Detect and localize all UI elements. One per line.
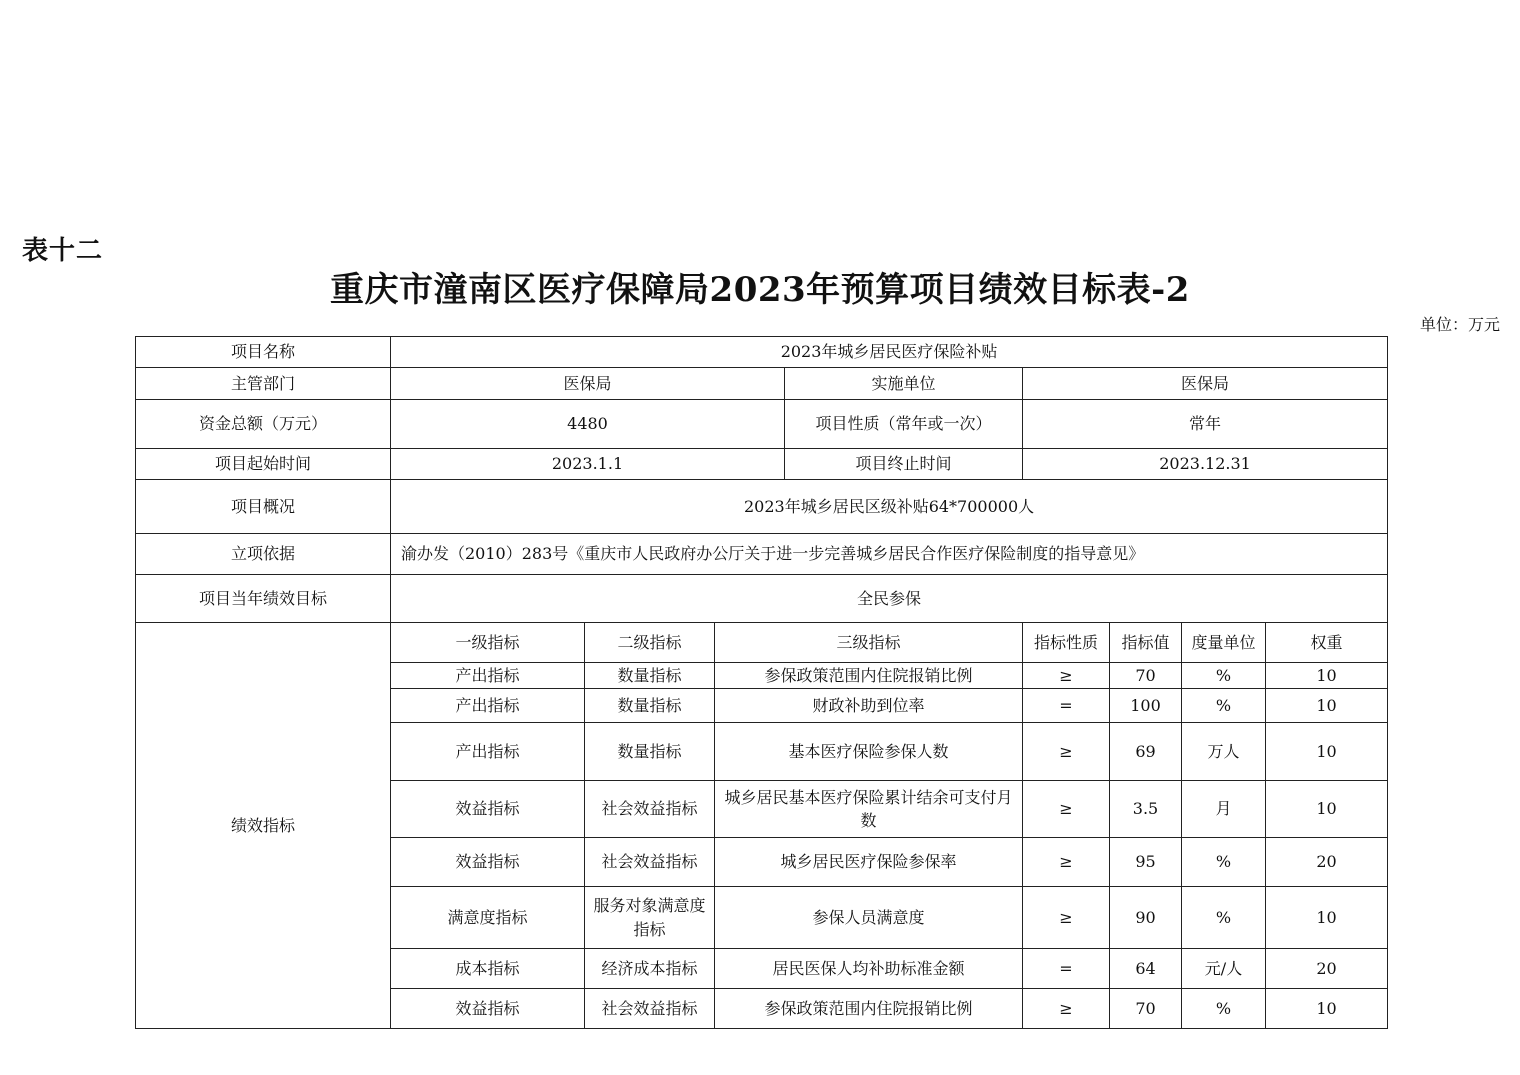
basis-value: 渝办发（2010）283号《重庆市人民政府办公厅关于进一步完善城乡居民合作医疗保险制度的指导意见》 — [391, 534, 1388, 575]
dept-value: 医保局 — [391, 368, 785, 400]
row-level1: 成本指标 — [391, 949, 585, 989]
row-unit: % — [1182, 887, 1266, 949]
row-level3: 基本医疗保险参保人数 — [715, 723, 1023, 781]
row-value: 90 — [1110, 887, 1182, 949]
row-weight: 10 — [1266, 663, 1388, 689]
row-level3: 城乡居民基本医疗保险累计结余可支付月数 — [715, 781, 1023, 838]
table-number-label: 表十二 — [22, 236, 104, 266]
row-nature: ≥ — [1023, 723, 1110, 781]
basis-label: 立项依据 — [136, 534, 391, 575]
row-unit: % — [1182, 838, 1266, 887]
impl-unit-value: 医保局 — [1023, 368, 1388, 400]
dept-label: 主管部门 — [136, 368, 391, 400]
unit-note: 单位：万元 — [1419, 315, 1500, 334]
row-nature: ≥ — [1023, 838, 1110, 887]
indicators-section-label: 绩效指标 — [136, 623, 391, 1029]
row-unit: % — [1182, 663, 1266, 689]
indicator-header-row — [136, 623, 1388, 663]
funds-row — [136, 400, 1388, 449]
project-name-value: 2023年城乡居民医疗保险补贴 — [391, 337, 1388, 368]
total-funds-label: 资金总额（万元） — [136, 400, 391, 449]
row-nature: ≥ — [1023, 663, 1110, 689]
end-time-label: 项目终止时间 — [785, 449, 1023, 480]
row-value: 69 — [1110, 723, 1182, 781]
header-nature: 指标性质 — [1023, 623, 1110, 663]
project-name-label: 项目名称 — [136, 337, 391, 368]
header-level1: 一级指标 — [391, 623, 585, 663]
performance-target-table — [135, 336, 1388, 1029]
goal-value: 全民参保 — [391, 575, 1388, 623]
goal-row — [136, 575, 1388, 623]
project-name-row — [136, 337, 1388, 368]
nature-label: 项目性质（常年或一次） — [785, 400, 1023, 449]
time-row — [136, 449, 1388, 480]
row-level1: 效益指标 — [391, 989, 585, 1029]
row-weight: 10 — [1266, 781, 1388, 838]
start-time-value: 2023.1.1 — [391, 449, 785, 480]
overview-row — [136, 480, 1388, 534]
row-level1: 产出指标 — [391, 663, 585, 689]
row-level2: 数量指标 — [585, 663, 715, 689]
row-level3: 参保政策范围内住院报销比例 — [715, 663, 1023, 689]
row-unit: % — [1182, 989, 1266, 1029]
impl-unit-label: 实施单位 — [785, 368, 1023, 400]
row-weight: 10 — [1266, 723, 1388, 781]
row-level2: 社会效益指标 — [585, 989, 715, 1029]
row-unit: % — [1182, 689, 1266, 723]
document-title: 重庆市潼南区医疗保障局2023年预算项目绩效目标表-2 — [330, 270, 1190, 310]
basis-row — [136, 534, 1388, 575]
row-weight: 20 — [1266, 838, 1388, 887]
end-time-value: 2023.12.31 — [1023, 449, 1388, 480]
row-level1: 效益指标 — [391, 838, 585, 887]
start-time-label: 项目起始时间 — [136, 449, 391, 480]
row-nature: ≥ — [1023, 989, 1110, 1029]
row-nature: ≥ — [1023, 781, 1110, 838]
row-weight: 10 — [1266, 689, 1388, 723]
row-level1: 效益指标 — [391, 781, 585, 838]
header-unit: 度量单位 — [1182, 623, 1266, 663]
row-weight: 20 — [1266, 949, 1388, 989]
row-value: 3.5 — [1110, 781, 1182, 838]
department-row — [136, 368, 1388, 400]
row-level3: 参保人员满意度 — [715, 887, 1023, 949]
goal-label: 项目当年绩效目标 — [136, 575, 391, 623]
row-weight: 10 — [1266, 887, 1388, 949]
row-unit: 元/人 — [1182, 949, 1266, 989]
row-level2: 数量指标 — [585, 723, 715, 781]
row-level2: 服务对象满意度指标 — [585, 887, 715, 949]
row-nature: = — [1023, 689, 1110, 723]
row-unit: 月 — [1182, 781, 1266, 838]
row-value: 100 — [1110, 689, 1182, 723]
row-level1: 产出指标 — [391, 689, 585, 723]
row-level2: 社会效益指标 — [585, 781, 715, 838]
row-level1: 产出指标 — [391, 723, 585, 781]
row-unit: 万人 — [1182, 723, 1266, 781]
row-nature: ≥ — [1023, 887, 1110, 949]
total-funds-value: 4480 — [391, 400, 785, 449]
row-level2: 数量指标 — [585, 689, 715, 723]
header-value: 指标值 — [1110, 623, 1182, 663]
header-level3: 三级指标 — [715, 623, 1023, 663]
overview-value: 2023年城乡居民区级补贴64*700000人 — [391, 480, 1388, 534]
row-level3: 居民医保人均补助标准金额 — [715, 949, 1023, 989]
header-level2: 二级指标 — [585, 623, 715, 663]
row-weight: 10 — [1266, 989, 1388, 1029]
row-value: 70 — [1110, 989, 1182, 1029]
overview-label: 项目概况 — [136, 480, 391, 534]
row-value: 95 — [1110, 838, 1182, 887]
row-level1: 满意度指标 — [391, 887, 585, 949]
row-level3: 城乡居民医疗保险参保率 — [715, 838, 1023, 887]
row-value: 64 — [1110, 949, 1182, 989]
row-value: 70 — [1110, 663, 1182, 689]
row-nature: = — [1023, 949, 1110, 989]
header-weight: 权重 — [1266, 623, 1388, 663]
nature-value: 常年 — [1023, 400, 1388, 449]
row-level2: 社会效益指标 — [585, 838, 715, 887]
row-level2: 经济成本指标 — [585, 949, 715, 989]
row-level3: 参保政策范围内住院报销比例 — [715, 989, 1023, 1029]
row-level3: 财政补助到位率 — [715, 689, 1023, 723]
